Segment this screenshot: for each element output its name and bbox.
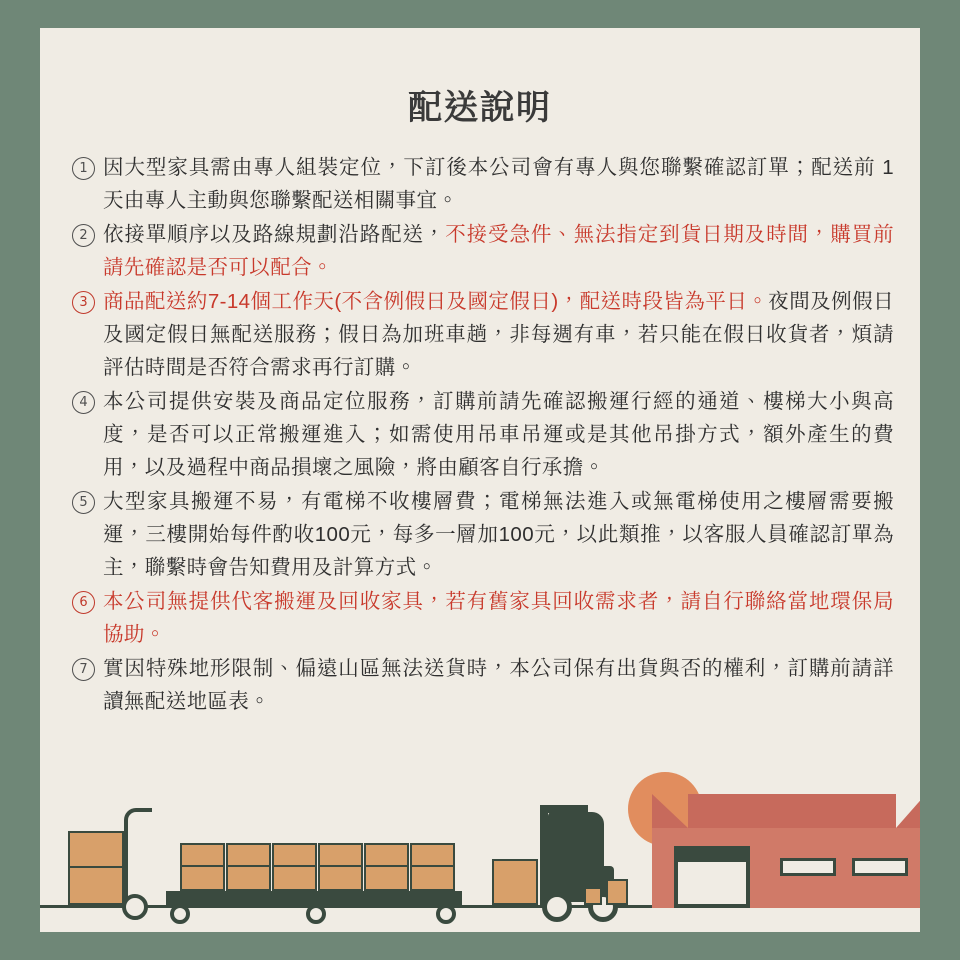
conveyor-box-icon — [272, 843, 317, 891]
warehouse-illustration — [40, 772, 920, 932]
list-item-text — [103, 151, 894, 217]
conveyor-wheel-icon — [436, 904, 456, 924]
list-item-number: 6 — [72, 591, 95, 614]
list-item-number: 7 — [72, 658, 95, 681]
warehouse-roof-icon — [688, 794, 896, 828]
conveyor-box-icon — [226, 843, 271, 891]
warehouse-roof-icon — [896, 794, 920, 828]
list-item-text — [103, 485, 894, 584]
text-segment: 依接單順序以及路線規劃沿路配送， — [103, 223, 446, 246]
small-box-icon — [606, 879, 628, 905]
text-segment: 本公司提供安裝及商品定位服務，訂購前請先確認搬運行經的通道、樓梯大小與高度，是否可以正常搬運進入；如需使用吊車吊運或是其他吊掛方式，額外產生的費用，以及過程中商品損壞之風險，將由顧客自行承擔。 — [103, 390, 894, 479]
text-segment: 大型家具搬運不易，有電梯不收樓層費；電梯無法進入或無電梯使用之樓層需要搬運，三樓開始每件酌收100元，每多一層加100元，以此類推，以客服人員確認訂單為主，聯繫時會告知費用及計算方式。 — [103, 490, 894, 579]
list-item — [72, 151, 894, 217]
list-item-number: 4 — [72, 391, 95, 414]
list-item-number: 2 — [72, 224, 95, 247]
conveyor-wheel-icon — [170, 904, 190, 924]
text-segment: 不接受急件、無法指定到貨日期及時間，購買前請先確認是否可以配合。 — [103, 223, 894, 279]
conveyor-box-icon — [410, 843, 455, 891]
hand-truck-wheel-icon — [122, 894, 148, 920]
warehouse-window-icon — [780, 858, 836, 876]
conveyor-box-icon — [180, 843, 225, 891]
conveyor-box-icon — [364, 843, 409, 891]
text-segment: 夜間及例假日及國定假日無配送服務；假日為加班車趟，非每週有車，若只能在假日收貨者，煩請評估時間是否符合需求再行訂購。 — [103, 290, 894, 379]
list-item-text — [103, 652, 894, 718]
pallet-box-icon — [492, 859, 538, 905]
forklift-cab-icon — [548, 812, 604, 868]
conveyor-box-icon — [318, 843, 363, 891]
list-item — [72, 585, 894, 651]
list-item-number: 1 — [72, 157, 95, 180]
list-item-number: 5 — [72, 491, 95, 514]
list-item — [72, 385, 894, 484]
list-item-text — [103, 385, 894, 484]
warehouse-door-header-icon — [674, 846, 750, 862]
text-segment: 因大型家具需由專人組裝定位，下訂後本公司會有專人與您聯繫確認訂單；配送前 1 天由專人主動與您聯繫配送相關事宜。 — [103, 156, 894, 212]
list-item-number: 3 — [72, 291, 95, 314]
small-box-icon — [584, 887, 602, 905]
hand-truck-icon — [124, 808, 152, 905]
list-item — [72, 285, 894, 384]
conveyor-wheel-icon — [306, 904, 326, 924]
text-segment: 商品配送約7-14個工作天(不含例假日及國定假日)，配送時段皆為平日。 — [103, 290, 769, 313]
warehouse-roof-icon — [652, 794, 688, 828]
list-item-text — [103, 218, 894, 284]
stacked-boxes-icon — [68, 831, 124, 905]
list-item-text — [103, 585, 894, 651]
text-segment: 本公司無提供代客搬運及回收家具，若有舊家具回收需求者，請自行聯絡當地環保局協助。 — [103, 590, 894, 646]
list-item — [72, 652, 894, 718]
delivery-info-card — [40, 28, 920, 932]
list-item-text — [103, 285, 894, 384]
text-segment: 實因特殊地形限制、偏遠山區無法送貨時，本公司保有出貨與否的權利，訂購前請詳讀無配送地區表。 — [103, 657, 894, 713]
list-item — [72, 485, 894, 584]
page-title: 配送說明 — [408, 89, 552, 127]
list-item — [72, 218, 894, 284]
warehouse-window-icon — [852, 858, 908, 876]
forklift-wheel-icon — [542, 892, 572, 922]
delivery-terms-list — [72, 151, 894, 718]
